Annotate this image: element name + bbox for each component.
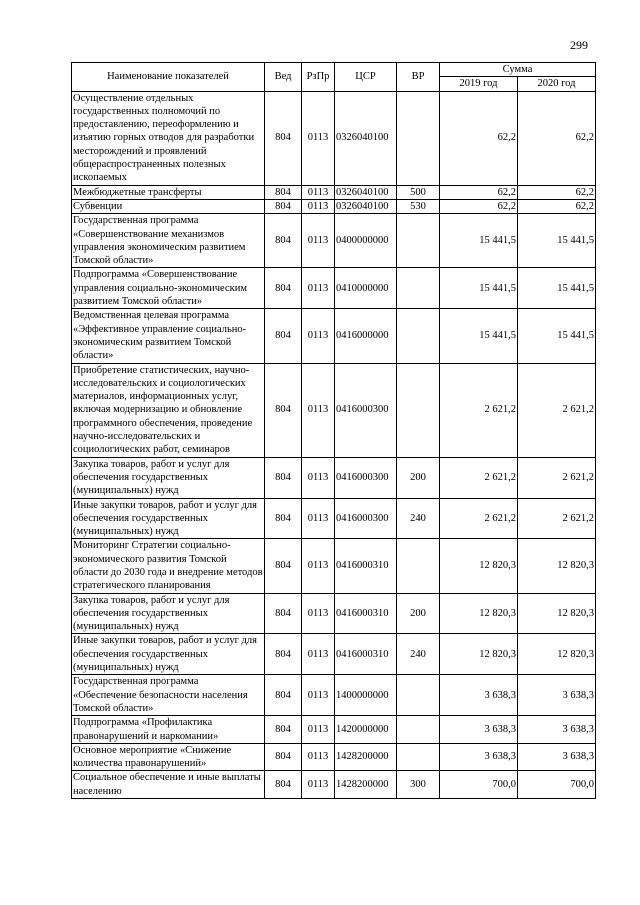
row-vr — [397, 309, 440, 363]
row-ved: 804 — [265, 716, 302, 744]
row-2019: 2 621,2 — [440, 457, 518, 498]
row-ved: 804 — [265, 675, 302, 716]
row-rzpr: 0113 — [302, 539, 335, 593]
row-rzpr: 0113 — [302, 457, 335, 498]
row-vr: 240 — [397, 634, 440, 675]
table-row — [72, 268, 596, 309]
header-name: Наименование показателей — [72, 63, 265, 92]
header-csr: ЦСР — [335, 63, 397, 92]
row-csr: 0326040100 — [335, 185, 397, 199]
row-2019: 62,2 — [440, 91, 518, 185]
row-2019: 12 820,3 — [440, 539, 518, 593]
table-row — [72, 743, 596, 771]
header-vr: ВР — [397, 63, 440, 92]
row-csr: 0416000310 — [335, 539, 397, 593]
row-vr: 200 — [397, 457, 440, 498]
row-name: Закупка товаров, работ и услуг для обеспечения государственных (муниципальных) нужд — [72, 457, 265, 498]
row-rzpr: 0113 — [302, 185, 335, 199]
row-2019: 62,2 — [440, 185, 518, 199]
row-ved: 804 — [265, 363, 302, 457]
row-csr: 0410000000 — [335, 268, 397, 309]
row-2020: 12 820,3 — [518, 593, 596, 634]
row-rzpr: 0113 — [302, 91, 335, 185]
row-rzpr: 0113 — [302, 498, 335, 539]
row-rzpr: 0113 — [302, 309, 335, 363]
table-row — [72, 199, 596, 213]
row-2019: 62,2 — [440, 199, 518, 213]
row-rzpr: 0113 — [302, 363, 335, 457]
row-vr — [397, 675, 440, 716]
row-2020: 15 441,5 — [518, 268, 596, 309]
header-2019: 2019 год — [440, 77, 518, 91]
row-vr: 530 — [397, 199, 440, 213]
row-vr — [397, 363, 440, 457]
row-ved: 804 — [265, 199, 302, 213]
row-2020: 2 621,2 — [518, 363, 596, 457]
row-ved: 804 — [265, 771, 302, 799]
row-csr: 0416000300 — [335, 498, 397, 539]
row-2020: 15 441,5 — [518, 214, 596, 268]
row-vr — [397, 716, 440, 744]
row-name: Подпрограмма «Совершенствование управления социально-экономическим развитием Томской области» — [72, 268, 265, 309]
row-2019: 2 621,2 — [440, 498, 518, 539]
row-vr — [397, 743, 440, 771]
row-name: Социальное обеспечение и иные выплаты населению — [72, 771, 265, 799]
row-rzpr: 0113 — [302, 268, 335, 309]
row-2019: 15 441,5 — [440, 268, 518, 309]
row-rzpr: 0113 — [302, 593, 335, 634]
row-2020: 3 638,3 — [518, 675, 596, 716]
row-name: Приобретение статистических, научно-исследовательских и социологических материалов, информационных услуг, включая модернизацию и обновление программного обеспечения, проведение научно-исследовательских и социологических работ, семинаров — [72, 363, 265, 457]
row-rzpr: 0113 — [302, 634, 335, 675]
row-vr: 240 — [397, 498, 440, 539]
row-rzpr: 0113 — [302, 716, 335, 744]
row-csr: 0416000310 — [335, 634, 397, 675]
row-rzpr: 0113 — [302, 743, 335, 771]
row-2019: 2 621,2 — [440, 363, 518, 457]
table-row — [72, 771, 596, 799]
header-2020: 2020 год — [518, 77, 596, 91]
row-ved: 804 — [265, 185, 302, 199]
row-csr: 0416000000 — [335, 309, 397, 363]
row-csr: 1420000000 — [335, 716, 397, 744]
row-ved: 804 — [265, 539, 302, 593]
row-name: Мониторинг Стратегии социально-экономического развития Томской области до 2030 года и внедрение методов стратегического планирования — [73, 540, 263, 592]
row-vr — [397, 91, 440, 185]
row-name: Иные закупки товаров, работ и услуг для обеспечения государственных (муниципальных) нужд — [72, 498, 265, 539]
row-ved: 804 — [265, 268, 302, 309]
row-vr: 500 — [397, 185, 440, 199]
table-row — [72, 539, 596, 593]
row-rzpr: 0113 — [302, 214, 335, 268]
table-row — [72, 309, 596, 363]
row-2019: 15 441,5 — [440, 309, 518, 363]
table-row — [72, 675, 596, 716]
row-2019: 3 638,3 — [440, 716, 518, 744]
row-csr: 0416000300 — [335, 363, 397, 457]
row-ved: 804 — [265, 214, 302, 268]
row-vr — [397, 539, 440, 593]
row-csr: 1428200000 — [335, 743, 397, 771]
row-vr — [397, 268, 440, 309]
table-row — [72, 498, 596, 539]
row-csr: 0326040100 — [335, 199, 397, 213]
row-vr: 200 — [397, 593, 440, 634]
row-2019: 15 441,5 — [440, 214, 518, 268]
row-name: Подпрограмма «Профилактика правонарушений и наркомании» — [72, 716, 265, 744]
row-ved: 804 — [265, 498, 302, 539]
row-vr — [397, 214, 440, 268]
row-2019: 700,0 — [440, 771, 518, 799]
row-name: Межбюджетные трансферты — [72, 185, 265, 199]
row-2020: 700,0 — [518, 771, 596, 799]
row-csr: 1400000000 — [335, 675, 397, 716]
row-ved: 804 — [265, 91, 302, 185]
row-2019: 3 638,3 — [440, 675, 518, 716]
row-2020: 62,2 — [518, 199, 596, 213]
row-name: Государственная программа «Совершенствование механизмов управления экономическим развитием Томской области» — [72, 214, 265, 268]
row-rzpr: 0113 — [302, 199, 335, 213]
table-row — [72, 716, 596, 744]
row-2019: 12 820,3 — [440, 634, 518, 675]
table-row — [72, 593, 596, 634]
row-csr: 0416000300 — [335, 457, 397, 498]
row-2020: 62,2 — [518, 185, 596, 199]
row-2020: 15 441,5 — [518, 309, 596, 363]
row-2020: 62,2 — [518, 91, 596, 185]
header-sum: Сумма — [440, 63, 596, 77]
row-2019: 12 820,3 — [440, 593, 518, 634]
row-csr: 0416000310 — [335, 593, 397, 634]
row-ved: 804 — [265, 634, 302, 675]
table-row — [72, 363, 596, 457]
table-row — [72, 457, 596, 498]
row-name: Иные закупки товаров, работ и услуг для обеспечения государственных (муниципальных) нужд — [72, 634, 265, 675]
row-2020: 3 638,3 — [518, 743, 596, 771]
row-2020: 3 638,3 — [518, 716, 596, 744]
row-name: Закупка товаров, работ и услуг для обеспечения государственных (муниципальных) нужд — [72, 593, 265, 634]
row-csr: 0400000000 — [335, 214, 397, 268]
header-rzpr: РзПр — [302, 63, 335, 92]
row-2020: 2 621,2 — [518, 498, 596, 539]
budget-table — [71, 62, 596, 799]
table-row — [72, 185, 596, 199]
row-ved: 804 — [265, 593, 302, 634]
header-ved: Вед — [265, 63, 302, 92]
row-2020: 12 820,3 — [518, 539, 596, 593]
row-name: Ведомственная целевая программа «Эффективное управление социально-экономическим развитием Томской области» — [72, 309, 265, 363]
table-row — [72, 91, 596, 185]
row-name: Субвенции — [72, 199, 265, 213]
row-2020: 12 820,3 — [518, 634, 596, 675]
row-csr: 1428200000 — [335, 771, 397, 799]
row-csr: 0326040100 — [335, 91, 397, 185]
row-ved: 804 — [265, 457, 302, 498]
row-rzpr: 0113 — [302, 771, 335, 799]
row-ved: 804 — [265, 309, 302, 363]
row-vr: 300 — [397, 771, 440, 799]
row-ved: 804 — [265, 743, 302, 771]
row-name: Государственная программа «Обеспечение безопасности населения Томской области» — [72, 675, 265, 716]
page-number: 299 — [570, 38, 588, 52]
table-row — [72, 214, 596, 268]
row-name: Основное мероприятие «Снижение количества правонарушений» — [72, 743, 265, 771]
row-name: Осуществление отдельных государственных полномочий по предоставлению, переоформлению и изъятию горных отводов для разработки месторождений и проявлений общераспространенных полезных ископаемых — [72, 91, 265, 185]
row-2020: 2 621,2 — [518, 457, 596, 498]
table-row — [72, 634, 596, 675]
row-rzpr: 0113 — [302, 675, 335, 716]
row-2019: 3 638,3 — [440, 743, 518, 771]
